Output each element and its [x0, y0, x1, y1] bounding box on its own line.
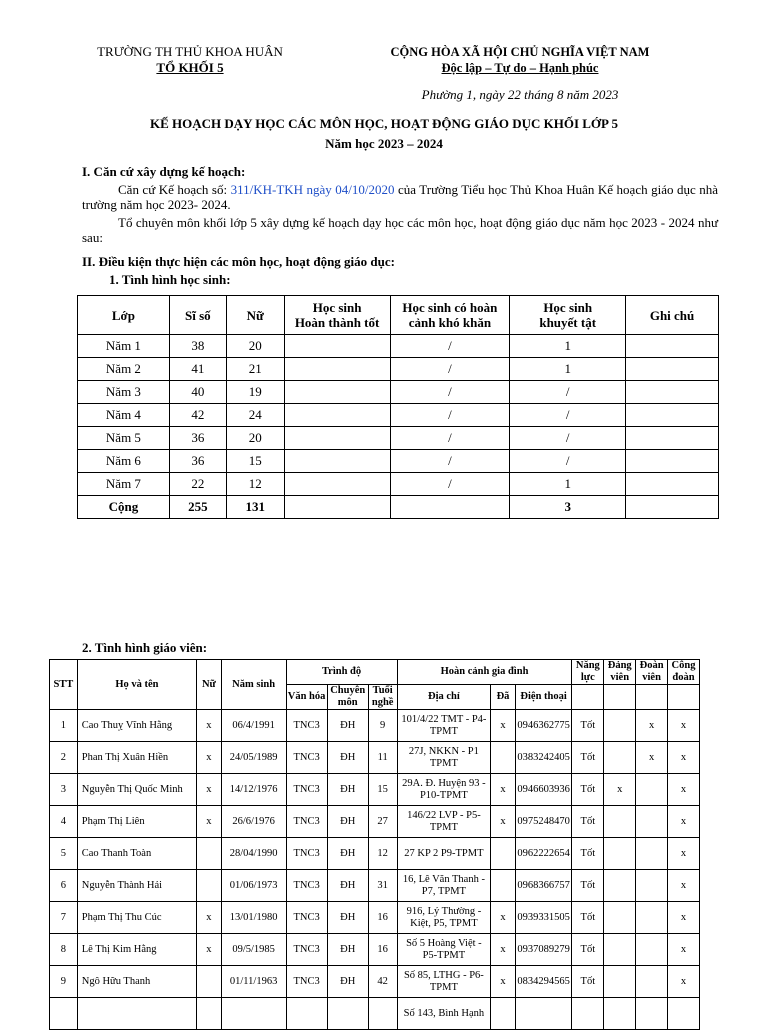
table-cell: 15 — [368, 774, 397, 806]
teachers-header-row-1 — [50, 660, 700, 685]
motto: Độc lập – Tự do – Hạnh phúc — [441, 61, 599, 75]
table-cell: 41 — [169, 358, 226, 381]
table-cell: 16 — [368, 934, 397, 966]
table-row — [78, 381, 719, 404]
table-cell: 0968366757 — [515, 870, 572, 902]
table-row — [78, 404, 719, 427]
table-cell: 8 — [50, 934, 78, 966]
table-cell: ĐH — [327, 870, 368, 902]
col-ability-sub — [572, 685, 604, 710]
table-cell: x — [668, 966, 700, 998]
table-cell — [604, 838, 636, 870]
table-cell: Cao Thanh Toàn — [77, 838, 196, 870]
table-cell: Ngô Hữu Thanh — [77, 966, 196, 998]
table-cell: Tốt — [572, 902, 604, 934]
table-cell: 1 — [510, 335, 626, 358]
table-cell: x — [668, 774, 700, 806]
group-name: TỔ KHỐI 5 — [156, 60, 224, 75]
table-cell — [197, 870, 222, 902]
table-cell: 01/06/1973 — [221, 870, 286, 902]
table-cell: x — [604, 774, 636, 806]
students-header-cell: Học sinh Hoàn thành tốt — [284, 296, 390, 335]
table-cell: 1 — [510, 473, 626, 496]
table-cell — [636, 902, 668, 934]
col-level-major: Chuyên môn — [327, 685, 368, 710]
table-cell: x — [491, 774, 516, 806]
table-cell — [604, 742, 636, 774]
table-cell: 4 — [50, 806, 78, 838]
col-party-sub — [604, 685, 636, 710]
table-cell: Năm 6 — [78, 450, 170, 473]
table-cell: ĐH — [327, 838, 368, 870]
table-cell: 24 — [226, 404, 284, 427]
school-year: Năm học 2023 – 2024 — [325, 136, 443, 151]
table-cell — [284, 404, 390, 427]
table-cell: 20 — [226, 335, 284, 358]
section2-heading: II. Điều kiện thực hiện các môn học, hoạt động giáo dục: — [82, 254, 395, 269]
students-header-cell: Học sinh khuyết tật — [510, 296, 626, 335]
table-cell: Tốt — [572, 806, 604, 838]
table-cell: 11 — [368, 742, 397, 774]
table-cell: Năm 7 — [78, 473, 170, 496]
table-cell: x — [668, 838, 700, 870]
table-cell: 21 — [226, 358, 284, 381]
table-cell — [197, 998, 222, 1030]
table-cell: 0937089279 — [515, 934, 572, 966]
table-cell: Năm 4 — [78, 404, 170, 427]
table-cell: x — [668, 870, 700, 902]
table-cell — [626, 450, 719, 473]
col-youth-sub — [636, 685, 668, 710]
table-cell: / — [390, 381, 510, 404]
table-cell: / — [390, 450, 510, 473]
table-row — [50, 934, 700, 966]
table-cell: x — [197, 934, 222, 966]
table-cell: 40 — [169, 381, 226, 404]
table-cell: / — [390, 335, 510, 358]
table-cell: 255 — [169, 496, 226, 519]
country-name: CỘNG HÒA XÃ HỘI CHỦ NGHĨA VIỆT NAM — [390, 45, 650, 59]
table-cell: / — [390, 404, 510, 427]
students-subheading: 1. Tình hình học sinh: — [109, 272, 231, 287]
col-female: Nữ — [197, 660, 222, 710]
table-cell: TNC3 — [286, 742, 327, 774]
plan-reference-link[interactable]: 311/KH-TKH ngày 04/10/2020 — [230, 182, 395, 197]
section1-paragraph1 — [82, 182, 718, 212]
table-cell: 09/5/1985 — [221, 934, 286, 966]
table-cell — [491, 838, 516, 870]
students-header-cell: Học sinh có hoàn cảnh khó khăn — [390, 296, 510, 335]
table-cell — [626, 404, 719, 427]
table-row — [78, 450, 719, 473]
table-cell: Tốt — [572, 966, 604, 998]
table-cell — [604, 806, 636, 838]
p1-post: của Trường Tiểu học Thủ Khoa Huân Kế hoạch giáo dục nhà trường năm học 2023- 2024. — [82, 182, 718, 212]
table-cell — [604, 998, 636, 1030]
section1-heading: I. Căn cứ xây dựng kế hoạch: — [82, 164, 246, 179]
col-family: Hoàn cảnh gia đình — [397, 660, 572, 685]
col-party: Đảng viên — [604, 660, 636, 685]
col-ability: Năng lực — [572, 660, 604, 685]
table-cell: / — [390, 358, 510, 381]
table-cell: 0834294565 — [515, 966, 572, 998]
table-cell — [636, 838, 668, 870]
table-cell: Tốt — [572, 838, 604, 870]
table-cell — [491, 742, 516, 774]
table-row — [50, 870, 700, 902]
table-cell — [572, 998, 604, 1030]
table-cell: TNC3 — [286, 838, 327, 870]
table-cell — [197, 966, 222, 998]
col-level: Trình độ — [286, 660, 397, 685]
table-cell — [604, 966, 636, 998]
table-cell: 27J, NKKN - P1 TPMT — [397, 742, 491, 774]
table-cell: x — [668, 742, 700, 774]
table-cell: 20 — [226, 427, 284, 450]
table-cell: 131 — [226, 496, 284, 519]
table-row — [78, 427, 719, 450]
table-cell: x — [197, 710, 222, 742]
table-cell — [636, 870, 668, 902]
table-row — [78, 335, 719, 358]
table-cell: x — [668, 806, 700, 838]
table-cell: 13/01/1980 — [221, 902, 286, 934]
table-cell: 9 — [368, 710, 397, 742]
table-cell: 16, Lê Văn Thanh - P7, TPMT — [397, 870, 491, 902]
table-cell — [604, 934, 636, 966]
table-cell: 36 — [169, 450, 226, 473]
table-cell: x — [197, 742, 222, 774]
table-cell: 01/11/1963 — [221, 966, 286, 998]
students-total-row — [78, 496, 719, 519]
table-row — [50, 806, 700, 838]
table-row — [50, 902, 700, 934]
table-cell: TNC3 — [286, 710, 327, 742]
table-cell — [491, 998, 516, 1030]
table-cell: Cộng — [78, 496, 170, 519]
students-header-cell: Sĩ số — [169, 296, 226, 335]
teachers-table-body — [50, 710, 700, 1030]
table-cell: TNC3 — [286, 902, 327, 934]
table-cell: 0975248470 — [515, 806, 572, 838]
table-cell: 6 — [50, 870, 78, 902]
table-cell: x — [491, 934, 516, 966]
table-cell: 916, Lý Thường - Kiệt, P5, TPMT — [397, 902, 491, 934]
table-cell: / — [510, 404, 626, 427]
students-table-header — [78, 296, 719, 335]
col-birth: Năm sinh — [221, 660, 286, 710]
table-row — [50, 998, 700, 1030]
document-title: KẾ HOẠCH DẠY HỌC CÁC MÔN HỌC, HOẠT ĐỘNG GIÁO DỤC KHỐI LỚP 5 — [149, 116, 619, 131]
table-cell: 9 — [50, 966, 78, 998]
table-row — [78, 473, 719, 496]
table-cell: Nguyễn Thành Hải — [77, 870, 196, 902]
students-header-cell: Nữ — [226, 296, 284, 335]
table-cell — [626, 496, 719, 519]
table-cell — [284, 358, 390, 381]
table-cell: 0939331505 — [515, 902, 572, 934]
table-cell: / — [510, 381, 626, 404]
table-cell — [491, 870, 516, 902]
table-cell: Nguyễn Thị Quốc Minh — [77, 774, 196, 806]
table-cell: TNC3 — [286, 870, 327, 902]
table-row — [50, 966, 700, 998]
table-cell: Năm 5 — [78, 427, 170, 450]
table-cell: 42 — [368, 966, 397, 998]
table-cell: 12 — [368, 838, 397, 870]
teachers-table — [49, 659, 700, 1030]
col-married: Đã — [491, 685, 516, 710]
table-cell — [284, 496, 390, 519]
col-union-sub — [668, 685, 700, 710]
school-name: TRƯỜNG TH THỦ KHOA HUÂN — [97, 44, 283, 59]
table-row — [50, 742, 700, 774]
p1-pre: Căn cứ Kế hoạch số: — [118, 182, 231, 197]
table-cell: / — [390, 473, 510, 496]
table-cell — [636, 998, 668, 1030]
table-cell — [515, 998, 572, 1030]
table-cell: 26/6/1976 — [221, 806, 286, 838]
table-cell: ĐH — [327, 710, 368, 742]
col-phone: Điện thoại — [515, 685, 572, 710]
table-cell — [286, 998, 327, 1030]
table-cell: 24/05/1989 — [221, 742, 286, 774]
table-cell: 0962222654 — [515, 838, 572, 870]
table-cell — [668, 998, 700, 1030]
table-cell: Cao Thuỵ Vĩnh Hằng — [77, 710, 196, 742]
table-cell — [626, 358, 719, 381]
table-cell: Phạm Thị Thu Cúc — [77, 902, 196, 934]
table-cell: 42 — [169, 404, 226, 427]
table-cell — [284, 335, 390, 358]
table-cell: 27 KP 2 P9-TPMT — [397, 838, 491, 870]
table-cell: x — [491, 710, 516, 742]
table-cell: x — [636, 710, 668, 742]
table-cell: 101/4/22 TMT - P4-TPMT — [397, 710, 491, 742]
table-cell — [626, 427, 719, 450]
table-cell: 3 — [510, 496, 626, 519]
table-row — [50, 838, 700, 870]
table-cell: x — [197, 806, 222, 838]
table-cell — [636, 806, 668, 838]
table-cell — [626, 381, 719, 404]
table-cell: 0946362775 — [515, 710, 572, 742]
table-cell: 1 — [50, 710, 78, 742]
table-cell: ĐH — [327, 742, 368, 774]
table-cell: 12 — [226, 473, 284, 496]
col-level-culture: Văn hóa — [286, 685, 327, 710]
table-cell: 36 — [169, 427, 226, 450]
table-cell: x — [491, 966, 516, 998]
table-cell: x — [491, 806, 516, 838]
col-address: Địa chỉ — [397, 685, 491, 710]
table-cell: 27 — [368, 806, 397, 838]
table-cell: x — [491, 902, 516, 934]
table-cell — [604, 870, 636, 902]
table-cell: x — [668, 934, 700, 966]
col-union: Công đoàn — [668, 660, 700, 685]
table-cell: / — [390, 427, 510, 450]
header-left — [80, 44, 300, 76]
table-cell: Năm 3 — [78, 381, 170, 404]
table-cell: 146/22 LVP - P5-TPMT — [397, 806, 491, 838]
table-cell — [77, 998, 196, 1030]
table-cell: / — [510, 427, 626, 450]
table-cell — [284, 450, 390, 473]
table-cell: x — [668, 710, 700, 742]
table-cell — [604, 710, 636, 742]
table-cell: Số 143, Bình Hạnh — [397, 998, 491, 1030]
table-cell: 06/4/1991 — [221, 710, 286, 742]
table-cell: 0946603936 — [515, 774, 572, 806]
table-row — [50, 710, 700, 742]
table-cell: 3 — [50, 774, 78, 806]
table-cell — [221, 998, 286, 1030]
table-cell: 0383242405 — [515, 742, 572, 774]
table-cell: Số 85, LTHG - P6-TPMT — [397, 966, 491, 998]
table-cell: 16 — [368, 902, 397, 934]
table-cell: 2 — [50, 742, 78, 774]
table-cell: Tốt — [572, 934, 604, 966]
date-line: Phường 1, ngày 22 tháng 8 năm 2023 — [421, 87, 619, 102]
col-youth: Đoàn viên — [636, 660, 668, 685]
table-cell — [284, 427, 390, 450]
table-cell — [197, 838, 222, 870]
teachers-subheading: 2. Tình hình giáo viên: — [82, 640, 208, 655]
table-cell — [284, 381, 390, 404]
table-cell — [636, 966, 668, 998]
students-table-body — [78, 335, 719, 519]
table-cell — [284, 473, 390, 496]
table-cell: Tốt — [572, 774, 604, 806]
table-cell: TNC3 — [286, 966, 327, 998]
table-cell: ĐH — [327, 902, 368, 934]
table-cell: Phan Thị Xuân Hiền — [77, 742, 196, 774]
header-right — [370, 44, 670, 76]
table-cell — [327, 998, 368, 1030]
table-cell: 1 — [510, 358, 626, 381]
table-cell — [626, 335, 719, 358]
table-cell: 7 — [50, 902, 78, 934]
table-cell: Tốt — [572, 742, 604, 774]
table-cell: Tốt — [572, 710, 604, 742]
students-header-cell: Ghi chú — [626, 296, 719, 335]
table-cell — [604, 902, 636, 934]
table-cell — [636, 934, 668, 966]
table-cell: 5 — [50, 838, 78, 870]
table-cell — [390, 496, 510, 519]
section1-paragraph2: Tổ chuyên môn khối lớp 5 xây dựng kế hoạch dạy học các môn học, hoạt động giáo dục năm học 2023 - 2024 như sau: — [82, 215, 718, 245]
table-cell: Phạm Thị Liên — [77, 806, 196, 838]
table-cell: ĐH — [327, 774, 368, 806]
table-cell: x — [668, 902, 700, 934]
table-cell: Lê Thị Kim Hằng — [77, 934, 196, 966]
table-row — [78, 358, 719, 381]
table-cell: 29A. Đ. Huyện 93 - P10-TPMT — [397, 774, 491, 806]
students-table — [77, 295, 719, 519]
col-level-years: Tuổi nghề — [368, 685, 397, 710]
table-cell: ĐH — [327, 806, 368, 838]
table-cell — [368, 998, 397, 1030]
table-cell: x — [197, 902, 222, 934]
table-cell: ĐH — [327, 966, 368, 998]
table-cell: Số 5 Hoàng Việt - P5-TPMT — [397, 934, 491, 966]
table-cell: ĐH — [327, 934, 368, 966]
students-header-cell: Lớp — [78, 296, 170, 335]
col-stt: STT — [50, 660, 78, 710]
table-cell: 15 — [226, 450, 284, 473]
table-cell: Tốt — [572, 870, 604, 902]
table-cell: Năm 2 — [78, 358, 170, 381]
table-cell: 31 — [368, 870, 397, 902]
table-cell: 19 — [226, 381, 284, 404]
table-cell — [50, 998, 78, 1030]
table-cell: TNC3 — [286, 774, 327, 806]
table-cell: / — [510, 450, 626, 473]
table-cell: x — [197, 774, 222, 806]
table-cell — [626, 473, 719, 496]
table-cell: TNC3 — [286, 806, 327, 838]
table-row — [50, 774, 700, 806]
table-cell — [636, 774, 668, 806]
table-cell: 14/12/1976 — [221, 774, 286, 806]
table-cell: 22 — [169, 473, 226, 496]
col-name: Họ và tên — [77, 660, 196, 710]
table-cell: TNC3 — [286, 934, 327, 966]
table-cell: 38 — [169, 335, 226, 358]
table-cell: 28/04/1990 — [221, 838, 286, 870]
table-cell: Năm 1 — [78, 335, 170, 358]
table-cell: x — [636, 742, 668, 774]
